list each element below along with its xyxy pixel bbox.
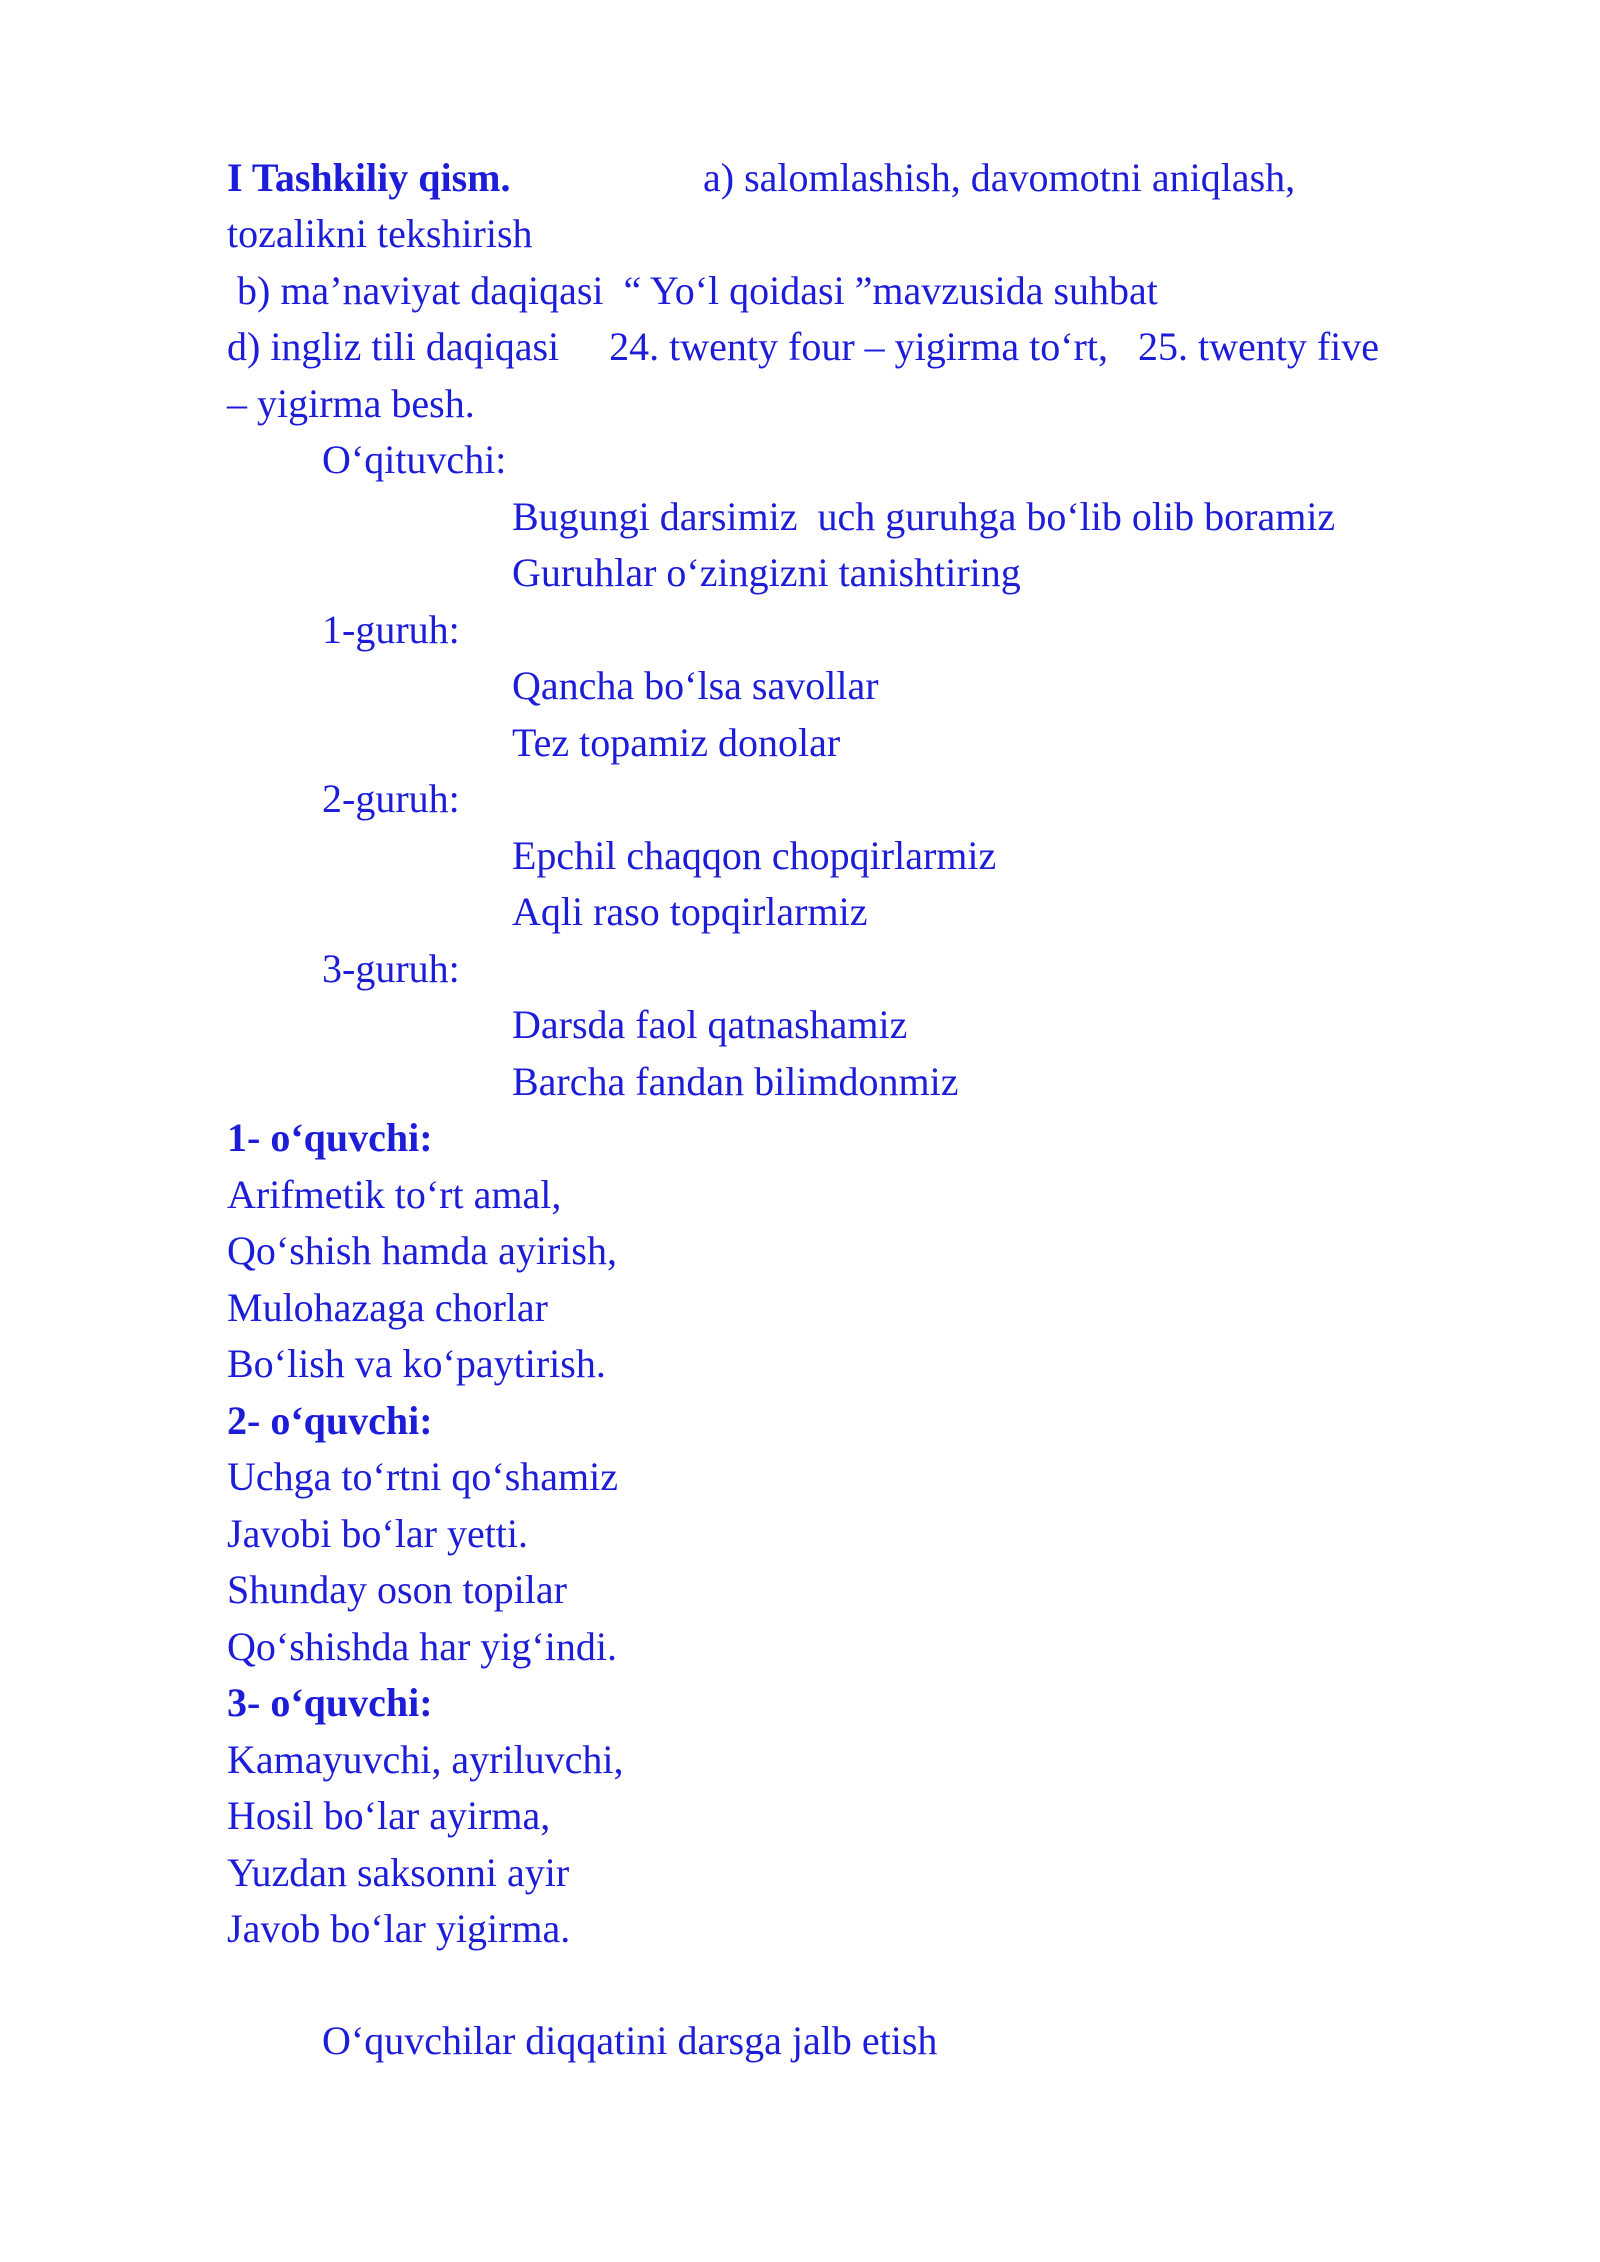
teacher-line: Guruhlar o‘zingizni tanishtiring: [512, 550, 1021, 595]
student-label: 3- o‘quvchi:: [227, 1680, 433, 1725]
poem-line: Shunday oson topilar: [227, 1567, 567, 1612]
poem-line: Bo‘lish va ko‘paytirish.: [227, 1341, 606, 1386]
group-line: Epchil chaqqon chopqirlarmiz: [512, 833, 997, 878]
group-label: 1-guruh:: [322, 607, 460, 652]
poem-line: Javobi bo‘lar yetti.: [227, 1511, 529, 1556]
group-line: Darsda faol qatnashamiz: [512, 1002, 908, 1047]
student-label: 1- o‘quvchi:: [227, 1115, 433, 1160]
poem-line: Arifmetik to‘rt amal,: [227, 1172, 562, 1217]
item-d-continuation: – yigirma besh.: [227, 381, 475, 426]
item-b: b) ma’naviyat daqiqasi “ Yo‘l qoidasi ”mavzusida suhbat: [227, 268, 1158, 313]
closing-line: O‘quvchilar diqqatini darsga jalb etish: [322, 2018, 938, 2063]
group-line: Barcha fandan bilimdonmiz: [512, 1059, 959, 1104]
poem-line: Javob bo‘lar yigirma.: [227, 1906, 571, 1951]
poem-line: Qo‘shish hamda ayirish,: [227, 1228, 617, 1273]
poem-line: Qo‘shishda har yig‘indi.: [227, 1624, 617, 1669]
group-line: Aqli raso topqirlarmiz: [512, 889, 868, 934]
group-label: 2-guruh:: [322, 776, 460, 821]
student-label: 2- o‘quvchi:: [227, 1398, 433, 1443]
poem-line: Hosil bo‘lar ayirma,: [227, 1793, 551, 1838]
group-line: Tez topamiz donolar: [512, 720, 841, 765]
item-a-continuation: tozalikni tekshirish: [227, 211, 533, 256]
poem-line: Uchga to‘rtni qo‘shamiz: [227, 1454, 618, 1499]
teacher-line: Bugungi darsimiz uch guruhga bo‘lib olib boramiz: [512, 494, 1336, 539]
teacher-label: O‘qituvchi:: [322, 437, 507, 482]
poem-line: Mulohazaga chorlar: [227, 1285, 548, 1330]
section-title: I Tashkiliy qism.: [227, 155, 511, 200]
group-line: Qancha bo‘lsa savollar: [512, 663, 879, 708]
group-label: 3-guruh:: [322, 946, 460, 991]
poem-line: Kamayuvchi, ayriluvchi,: [227, 1737, 624, 1782]
item-d: d) ingliz tili daqiqasi 24. twenty four – yigirma to‘rt, 25. twenty five: [227, 324, 1380, 369]
item-a: a) salomlashish, davomotni aniqlash,: [703, 155, 1296, 200]
poem-line: Yuzdan saksonni ayir: [227, 1850, 570, 1895]
